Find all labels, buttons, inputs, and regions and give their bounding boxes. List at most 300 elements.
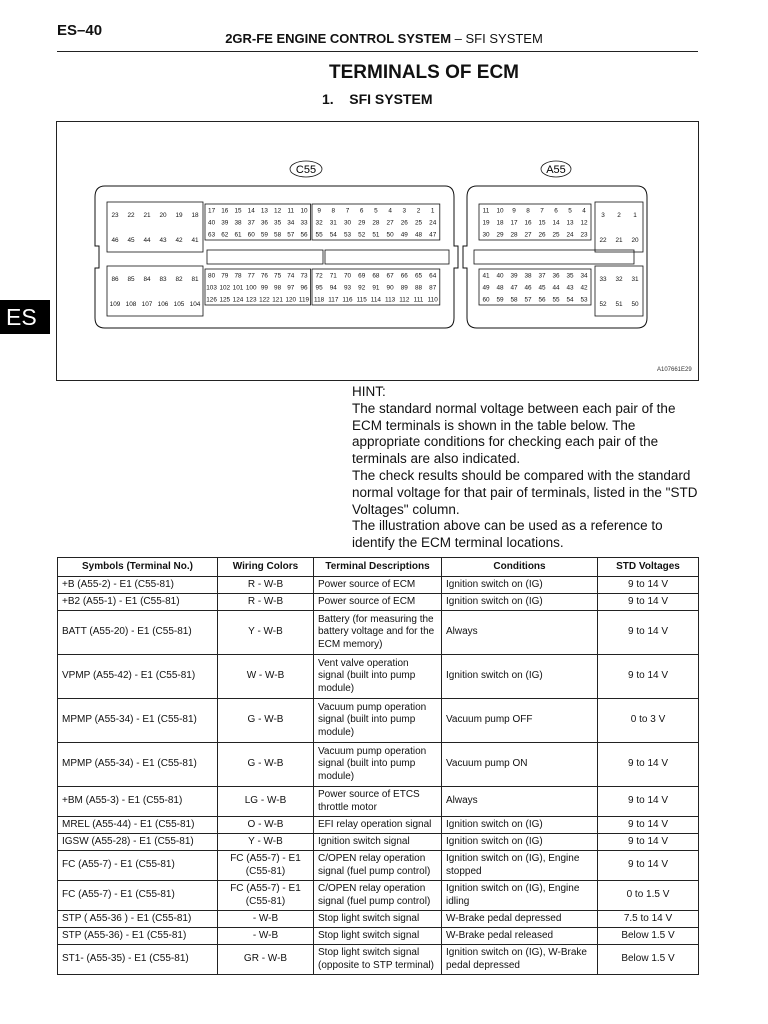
c55-latch: [207, 250, 323, 264]
pin-number: 59: [496, 296, 504, 304]
pin-number: 98: [274, 284, 282, 292]
pin-number: 71: [329, 272, 337, 280]
a55-label: A55: [546, 164, 566, 176]
pin-number: 95: [315, 284, 323, 292]
pin-number: 66: [400, 272, 408, 280]
c55-top-left-pins: [107, 202, 203, 252]
pin-number: 63: [208, 231, 216, 239]
wiring-color-cell: W - W-B: [218, 655, 314, 699]
pin-number: 10: [496, 207, 504, 215]
pin-number: 3: [402, 207, 407, 215]
table-row: [58, 911, 699, 928]
pin-number: 9: [512, 207, 516, 215]
pin-number: 29: [496, 231, 504, 239]
pin-number: 101: [232, 284, 244, 292]
pin-number: 68: [372, 272, 380, 280]
head-separator: –: [454, 31, 462, 46]
symbol-cell: STP ( A55-36 ) - E1 (C55-81): [58, 911, 218, 928]
pin-number: 21: [143, 211, 151, 219]
pin-number: 57: [524, 296, 532, 304]
wiring-color-cell: GR - W-B: [218, 945, 314, 975]
pin-number: 108: [125, 300, 137, 308]
pin-number: 47: [429, 231, 437, 239]
subsystem-name: SFI SYSTEM: [465, 31, 543, 46]
table-row: [58, 945, 699, 975]
pin-block-border: [595, 202, 643, 252]
std-voltage-cell: 9 to 14 V: [598, 851, 699, 881]
symbol-cell: IGSW (A55-28) - E1 (C55-81): [58, 834, 218, 851]
pin-number: 62: [221, 231, 229, 239]
pin-number: 52: [599, 300, 607, 308]
pin-number: 115: [356, 296, 367, 304]
std-voltage-cell: Below 1.5 V: [598, 928, 699, 945]
pin-number: 51: [615, 300, 623, 308]
pin-number: 125: [219, 296, 231, 304]
pin-number: 83: [159, 275, 167, 283]
std-voltage-cell: 9 to 14 V: [598, 655, 699, 699]
pin-number: 29: [358, 219, 366, 227]
pin-number: 77: [247, 272, 255, 280]
pin-number: 18: [191, 211, 199, 219]
pin-number: 58: [510, 296, 518, 304]
pin-number: 120: [285, 296, 297, 304]
pin-number: 20: [631, 236, 639, 244]
pin-number: 80: [208, 272, 216, 280]
pin-number: 43: [566, 284, 574, 292]
c55-top-right-pins: [312, 204, 440, 240]
condition-cell: Ignition switch on (IG): [442, 577, 598, 594]
pin-number: 91: [372, 284, 380, 292]
pin-number: 3: [601, 211, 605, 219]
pin-number: 99: [260, 284, 268, 292]
condition-cell: Ignition switch on (IG): [442, 817, 598, 834]
pin-number: 86: [111, 275, 119, 283]
pin-number: 8: [526, 207, 530, 215]
hint-paragraph-3: The illustration above can be used as a reference to identify the ECM terminal locations.: [352, 518, 663, 551]
pin-number: 10: [300, 207, 308, 215]
std-voltage-cell: 0 to 3 V: [598, 699, 699, 743]
pin-number: 103: [206, 284, 217, 292]
wiring-color-cell: G - W-B: [218, 699, 314, 743]
pin-number: 17: [208, 207, 216, 215]
table-row: [58, 851, 699, 881]
pin-number: 85: [127, 275, 135, 283]
pin-number: 45: [127, 236, 135, 244]
pin-number: 8: [331, 207, 336, 215]
pin-number: 69: [358, 272, 366, 280]
condition-cell: Ignition switch on (IG), Engine stopped: [442, 851, 598, 881]
condition-cell: Ignition switch on (IG), Engine idling: [442, 881, 598, 911]
wiring-color-cell: FC (A55-7) - E1 (C55-81): [218, 851, 314, 881]
pin-number: 79: [221, 272, 229, 280]
pin-number: 75: [274, 272, 282, 280]
pin-number: 2: [617, 211, 621, 219]
pin-block-border: [107, 266, 203, 316]
pin-number: 22: [599, 236, 607, 244]
pin-number: 46: [524, 284, 532, 292]
pin-number: 30: [482, 231, 490, 239]
pin-number: 7: [345, 207, 350, 215]
table-row: [58, 787, 699, 817]
table-row: [58, 699, 699, 743]
pin-number: 104: [189, 300, 201, 308]
pin-number: 1: [430, 207, 435, 215]
std-voltage-cell: 9 to 14 V: [598, 743, 699, 787]
pin-number: 61: [234, 231, 242, 239]
pin-number: 32: [615, 275, 623, 283]
pin-number: 37: [247, 219, 255, 227]
a55-top-main-pins: [479, 204, 591, 240]
pin-number: 122: [259, 296, 270, 304]
pin-number: 4: [388, 207, 392, 215]
symbol-cell: ST1- (A55-35) - E1 (C55-81): [58, 945, 218, 975]
pin-number: 46: [111, 236, 119, 244]
pin-number: 38: [524, 272, 532, 280]
pin-number: 58: [274, 231, 282, 239]
pin-number: 22: [127, 211, 135, 219]
pin-number: 65: [414, 272, 423, 280]
col-header-conditions: Conditions: [442, 558, 598, 577]
wiring-color-cell: G - W-B: [218, 743, 314, 787]
symbol-cell: FC (A55-7) - E1 (C55-81): [58, 851, 218, 881]
pin-number: 35: [274, 219, 282, 227]
pin-number: 40: [496, 272, 504, 280]
description-cell: Ignition switch signal: [314, 834, 442, 851]
section-heading: [322, 91, 432, 107]
figure-id: A107661E29: [657, 367, 692, 373]
pin-number: 53: [580, 296, 588, 304]
std-voltage-cell: 0 to 1.5 V: [598, 881, 699, 911]
pin-number: 12: [274, 207, 282, 215]
pin-number: 60: [247, 231, 255, 239]
table-row: [58, 577, 699, 594]
pin-number: 117: [328, 296, 339, 304]
pin-number: 49: [400, 231, 408, 239]
pin-number: 51: [372, 231, 380, 239]
pin-number: 50: [631, 300, 639, 308]
pin-number: 92: [358, 284, 366, 292]
symbol-cell: BATT (A55-20) - E1 (C55-81): [58, 611, 218, 655]
pin-number: 30: [343, 219, 352, 227]
hint-heading: HINT:: [352, 384, 386, 399]
wiring-color-cell: Y - W-B: [218, 834, 314, 851]
pin-number: 14: [247, 207, 255, 215]
pin-number: 109: [109, 300, 121, 308]
pin-number: 31: [631, 275, 639, 283]
pin-number: 93: [343, 284, 352, 292]
pin-number: 119: [298, 296, 310, 304]
col-header-symbols: Symbols (Terminal No.): [58, 558, 218, 577]
pin-number: 89: [400, 284, 408, 292]
wiring-color-cell: O - W-B: [218, 817, 314, 834]
std-voltage-cell: 9 to 14 V: [598, 817, 699, 834]
a55-top-side-pins: [595, 202, 643, 252]
pin-number: 33: [300, 219, 308, 227]
pin-number: 48: [496, 284, 504, 292]
pin-number: 39: [510, 272, 518, 280]
pin-number: 70: [343, 272, 352, 280]
pin-number: 54: [566, 296, 574, 304]
pin-number: 25: [552, 231, 560, 239]
table-row: [58, 928, 699, 945]
pin-number: 40: [208, 219, 216, 227]
std-voltage-cell: 7.5 to 14 V: [598, 911, 699, 928]
hint-paragraph-1: The standard normal voltage between each pair of the ECM terminals is shown in the table below. The appropriate conditions for checking each pair of the terminals are also indicated.: [352, 400, 676, 467]
symbol-cell: MPMP (A55-34) - E1 (C55-81): [58, 699, 218, 743]
pin-number: 25: [414, 219, 423, 227]
table-row: [58, 834, 699, 851]
pin-number: 6: [554, 207, 558, 215]
es-side-tab: ES: [0, 300, 50, 334]
a55-bottom-main-pins: [479, 269, 591, 305]
condition-cell: Vacuum pump ON: [442, 743, 598, 787]
condition-cell: W-Brake pedal depressed: [442, 911, 598, 928]
pin-number: 16: [524, 219, 532, 227]
pin-number: 28: [372, 219, 380, 227]
pin-number: 81: [191, 275, 199, 283]
pin-number: 11: [287, 207, 295, 215]
pin-number: 24: [566, 231, 574, 239]
system-name: 2GR-FE ENGINE CONTROL SYSTEM: [225, 31, 452, 46]
symbol-cell: +BM (A55-3) - E1 (C55-81): [58, 787, 218, 817]
condition-cell: Ignition switch on (IG): [442, 655, 598, 699]
pin-number: 19: [175, 211, 183, 219]
table-row: [58, 655, 699, 699]
pin-block-border: [107, 202, 203, 252]
pin-number: 50: [386, 231, 394, 239]
pin-block-border: [595, 266, 643, 316]
running-head: [0, 31, 768, 46]
col-header-std-voltage: STD Voltages: [598, 558, 699, 577]
c55-bottom-left-pins: [107, 266, 203, 316]
pin-number: 55: [315, 231, 323, 239]
pin-number: 87: [429, 284, 437, 292]
condition-cell: W-Brake pedal released: [442, 928, 598, 945]
pin-number: 19: [482, 219, 490, 227]
pin-number: 47: [510, 284, 518, 292]
pin-number: 106: [157, 300, 169, 308]
pin-number: 72: [315, 272, 323, 280]
description-cell: Battery (for measuring the battery voltage and for the ECM memory): [314, 611, 442, 655]
pin-number: 67: [386, 272, 394, 280]
pin-number: 41: [482, 272, 490, 280]
pin-number: 23: [111, 211, 119, 219]
description-cell: Stop light switch signal: [314, 911, 442, 928]
std-voltage-cell: Below 1.5 V: [598, 945, 699, 975]
pin-number: 64: [429, 272, 437, 280]
symbol-cell: MREL (A55-44) - E1 (C55-81): [58, 817, 218, 834]
pin-number: 13: [566, 219, 574, 227]
c55-latch-2: [325, 250, 449, 264]
pin-number: 105: [173, 300, 185, 308]
pin-number: 14: [552, 219, 560, 227]
symbol-cell: VPMP (A55-42) - E1 (C55-81): [58, 655, 218, 699]
pin-number: 16: [221, 207, 229, 215]
condition-cell: Ignition switch on (IG), W-Brake pedal depressed: [442, 945, 598, 975]
pin-number: 28: [510, 231, 518, 239]
pin-number: 60: [482, 296, 490, 304]
description-cell: Power source of ECM: [314, 577, 442, 594]
pin-number: 44: [143, 236, 151, 244]
page-code: ES–40: [57, 22, 103, 39]
pin-number: 55: [552, 296, 560, 304]
pin-number: 15: [538, 219, 546, 227]
pin-number: 56: [538, 296, 546, 304]
c55-bottom-right-pins: [312, 269, 440, 305]
pin-number: 84: [143, 275, 151, 283]
c55-bottom-mid-pins: [205, 269, 311, 305]
description-cell: Vacuum pump operation signal (built into pump module): [314, 699, 442, 743]
pin-number: 35: [566, 272, 574, 280]
pin-number: 107: [141, 300, 153, 308]
condition-cell: Ignition switch on (IG): [442, 594, 598, 611]
pin-number: 102: [219, 284, 231, 292]
description-cell: Vacuum pump operation signal (built into pump module): [314, 743, 442, 787]
pin-number: 34: [580, 272, 588, 280]
description-cell: Stop light switch signal: [314, 928, 442, 945]
table-row: [58, 881, 699, 911]
pin-number: 82: [175, 275, 183, 283]
table-row: [58, 743, 699, 787]
pin-number: 23: [580, 231, 588, 239]
pin-number: 13: [260, 207, 268, 215]
description-cell: Vent valve operation signal (built into pump module): [314, 655, 442, 699]
pin-number: 42: [580, 284, 588, 292]
pin-number: 57: [287, 231, 295, 239]
pin-number: 12: [580, 219, 588, 227]
pin-number: 73: [300, 272, 308, 280]
col-header-description: Terminal Descriptions: [314, 558, 442, 577]
pin-number: 114: [370, 296, 381, 304]
pin-number: 90: [386, 284, 394, 292]
pin-number: 123: [245, 296, 257, 304]
pin-number: 27: [524, 231, 532, 239]
std-voltage-cell: 9 to 14 V: [598, 834, 699, 851]
pin-number: 44: [552, 284, 560, 292]
pin-number: 18: [496, 219, 504, 227]
page-title: TERMINALS OF ECM: [329, 62, 519, 83]
a55-bottom-side-pins: [595, 266, 643, 316]
pin-number: 38: [234, 219, 242, 227]
wiring-color-cell: R - W-B: [218, 594, 314, 611]
pin-number: 94: [329, 284, 337, 292]
pin-number: 15: [234, 207, 242, 215]
pin-number: 112: [399, 296, 410, 304]
connector-diagram: [57, 122, 698, 380]
pin-number: 2: [416, 207, 421, 215]
description-cell: Power source of ETCS throttle motor: [314, 787, 442, 817]
section-label: SFI SYSTEM: [349, 91, 433, 107]
pin-number: 43: [159, 236, 167, 244]
description-cell: C/OPEN relay operation signal (fuel pump control): [314, 881, 442, 911]
pin-number: 34: [287, 219, 295, 227]
pin-number: 37: [538, 272, 546, 280]
pin-number: 11: [482, 207, 490, 215]
pin-number: 56: [300, 231, 308, 239]
pin-number: 96: [300, 284, 308, 292]
symbol-cell: MPMP (A55-34) - E1 (C55-81): [58, 743, 218, 787]
pin-number: 126: [206, 296, 217, 304]
pin-number: 78: [234, 272, 242, 280]
pin-number: 7: [540, 207, 544, 215]
ecm-voltage-table: [57, 557, 699, 975]
pin-number: 21: [615, 236, 623, 244]
wiring-color-cell: R - W-B: [218, 577, 314, 594]
wiring-color-cell: FC (A55-7) - E1 (C55-81): [218, 881, 314, 911]
pin-number: 36: [552, 272, 560, 280]
symbol-cell: +B2 (A55-1) - E1 (C55-81): [58, 594, 218, 611]
pin-number: 26: [400, 219, 408, 227]
wiring-color-cell: - W-B: [218, 911, 314, 928]
pin-number: 74: [287, 272, 295, 280]
condition-cell: Vacuum pump OFF: [442, 699, 598, 743]
table-row: [58, 817, 699, 834]
pin-number: 100: [245, 284, 257, 292]
pin-number: 52: [358, 231, 366, 239]
wiring-color-cell: Y - W-B: [218, 611, 314, 655]
condition-cell: Ignition switch on (IG): [442, 834, 598, 851]
pin-number: 116: [342, 296, 353, 304]
pin-number: 6: [359, 207, 364, 215]
pin-number: 53: [343, 231, 352, 239]
table-row: [58, 594, 699, 611]
header-rule: [57, 51, 698, 52]
wiring-color-cell: LG - W-B: [218, 787, 314, 817]
table-row: [58, 611, 699, 655]
std-voltage-cell: 9 to 14 V: [598, 577, 699, 594]
description-cell: Power source of ECM: [314, 594, 442, 611]
pin-number: 26: [538, 231, 546, 239]
std-voltage-cell: 9 to 14 V: [598, 594, 699, 611]
pin-number: 45: [538, 284, 546, 292]
c55-label: C55: [295, 164, 317, 176]
table-header-row: [58, 558, 699, 577]
description-cell: C/OPEN relay operation signal (fuel pump control): [314, 851, 442, 881]
c55-top-mid-pins: [205, 204, 311, 240]
ecm-connector-figure: [56, 121, 699, 381]
pin-number: 36: [260, 219, 268, 227]
pin-number: 33: [599, 275, 607, 283]
pin-number: 48: [414, 231, 423, 239]
pin-number: 97: [287, 284, 295, 292]
condition-cell: Always: [442, 787, 598, 817]
pin-number: 42: [175, 236, 183, 244]
pin-number: 17: [510, 219, 518, 227]
hint-paragraph-2: The check results should be compared with the standard normal voltage for that pair of terminals, listed in the "STD Voltages" column.: [352, 467, 698, 517]
pin-number: 5: [568, 207, 572, 215]
pin-number: 111: [413, 296, 424, 304]
pin-number: 121: [272, 296, 283, 304]
pin-number: 88: [414, 284, 423, 292]
pin-number: 124: [232, 296, 244, 304]
std-voltage-cell: 9 to 14 V: [598, 611, 699, 655]
pin-number: 49: [482, 284, 490, 292]
pin-number: 20: [159, 211, 167, 219]
wiring-color-cell: - W-B: [218, 928, 314, 945]
pin-number: 4: [582, 207, 586, 215]
pin-number: 39: [221, 219, 229, 227]
pin-number: 24: [429, 219, 437, 227]
pin-number: 118: [314, 296, 325, 304]
pin-number: 41: [191, 236, 199, 244]
pin-number: 27: [386, 219, 394, 227]
symbol-cell: +B (A55-2) - E1 (C55-81): [58, 577, 218, 594]
hint-block: [352, 384, 702, 552]
col-header-wiring: Wiring Colors: [218, 558, 314, 577]
pin-number: 32: [315, 219, 323, 227]
description-cell: EFI relay operation signal: [314, 817, 442, 834]
pin-number: 1: [633, 211, 637, 219]
